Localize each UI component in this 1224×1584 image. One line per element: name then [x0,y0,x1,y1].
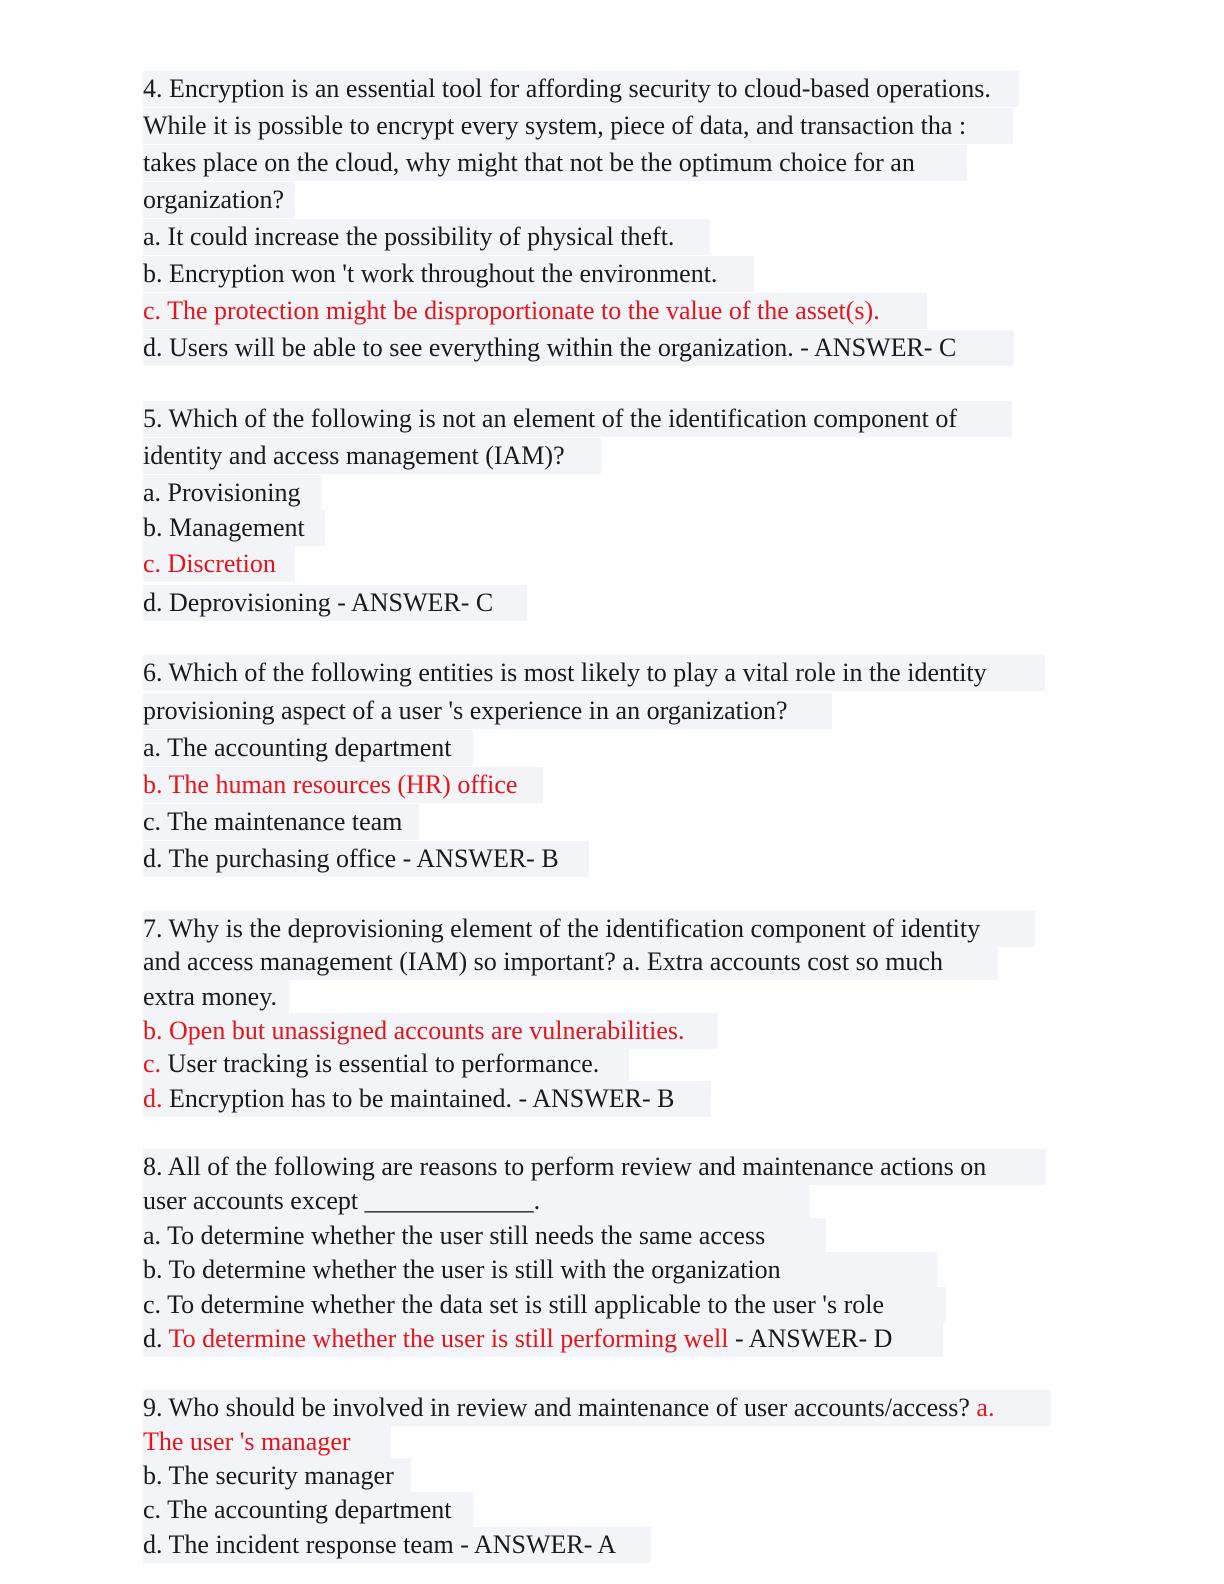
question-4-text-line-2: While it is possible to encrypt every system, piece of data, and transaction tha : [143,108,1013,144]
question-8-option-b: b. To determine whether the user is still with the organization [143,1252,937,1288]
question-7-text-line-1: 7. Why is the deprovisioning element of the identification component of identity [143,911,1035,947]
question-8-answer-label: - ANSWER- D [728,1324,893,1353]
question-8-option-a: a. To determine whether the user still needs the same access [143,1218,826,1254]
question-7-option-d-letter: d. [143,1084,163,1113]
question-7-option-d-text: Encryption has to be maintained. - ANSWER- B [162,1084,675,1113]
question-4-text-line-4: organization? [143,182,295,218]
question-9-option-d-answer: d. The incident response team - ANSWER- A [143,1527,651,1563]
question-4-option-b: b. Encryption won 't work throughout the environment. [143,256,754,292]
question-6-option-a: a. The accounting department [143,730,473,766]
question-5-option-d-answer: d. Deprovisioning - ANSWER- C [143,585,527,621]
question-9-text-line-1 [143,1390,1051,1426]
question-5-option-b: b. Management [143,510,325,546]
question-8-option-d-letter: d. [143,1324,169,1353]
question-9-option-a-correct: The user 's manager [143,1424,391,1460]
question-7-option-c-letter: c. [143,1049,162,1078]
question-5-text-line-1: 5. Which of the following is not an element of the identification component of [143,401,1012,437]
question-8-option-d-answer [143,1321,943,1357]
question-9-option-c: c. The accounting department [143,1492,473,1528]
question-7-option-b-correct: b. Open but unassigned accounts are vulnerabilities. [143,1013,718,1049]
question-9-option-b: b. The security manager [143,1458,411,1494]
question-6-option-d-answer: d. The purchasing office - ANSWER- B [143,841,589,877]
question-5-option-c-correct: c. Discretion [143,546,295,582]
question-4-text-line-3: takes place on the cloud, why might that not be the optimum choice for an [143,145,967,181]
question-6-text-line-1: 6. Which of the following entities is most likely to play a vital role in the identity [143,655,1045,691]
question-5-option-a: a. Provisioning [143,475,321,511]
question-4-option-c-correct: c. The protection might be disproportionate to the value of the asset(s). [143,293,927,329]
question-4-option-d-answer: d. Users will be able to see everything within the organization. - ANSWER- C [143,330,1014,366]
question-5-text-line-2: identity and access management (IAM)? [143,438,601,474]
question-9-option-a-letter-correct: a. [976,1393,995,1422]
question-7-option-c-text: User tracking is essential to performance. [161,1049,600,1078]
question-8-text-line-2: user accounts except _____________. [143,1183,809,1219]
question-8-option-d-correct-text: To determine whether the user is still performing well [168,1324,729,1353]
question-7-option-c [143,1046,629,1082]
question-6-option-b-correct: b. The human resources (HR) office [143,767,543,803]
question-6-text-line-2: provisioning aspect of a user 's experience in an organization? [143,693,832,729]
question-4-text-line-1: 4. Encryption is an essential tool for affording security to cloud-based operations. [143,71,1019,107]
question-9-text: 9. Who should be involved in review and maintenance of user accounts/access? [143,1393,977,1422]
question-8-text-line-1: 8. All of the following are reasons to perform review and maintenance actions on [143,1149,1046,1185]
question-8-option-c: c. To determine whether the data set is still applicable to the user 's role [143,1287,946,1323]
question-7-text-line-2: and access management (IAM) so important? a. Extra accounts cost so much [143,944,998,980]
question-6-option-c: c. The maintenance team [143,804,419,840]
question-4-option-a: a. It could increase the possibility of physical theft. [143,219,710,255]
question-7-text-line-3: extra money. [143,979,289,1015]
question-7-option-d-answer [143,1081,711,1117]
